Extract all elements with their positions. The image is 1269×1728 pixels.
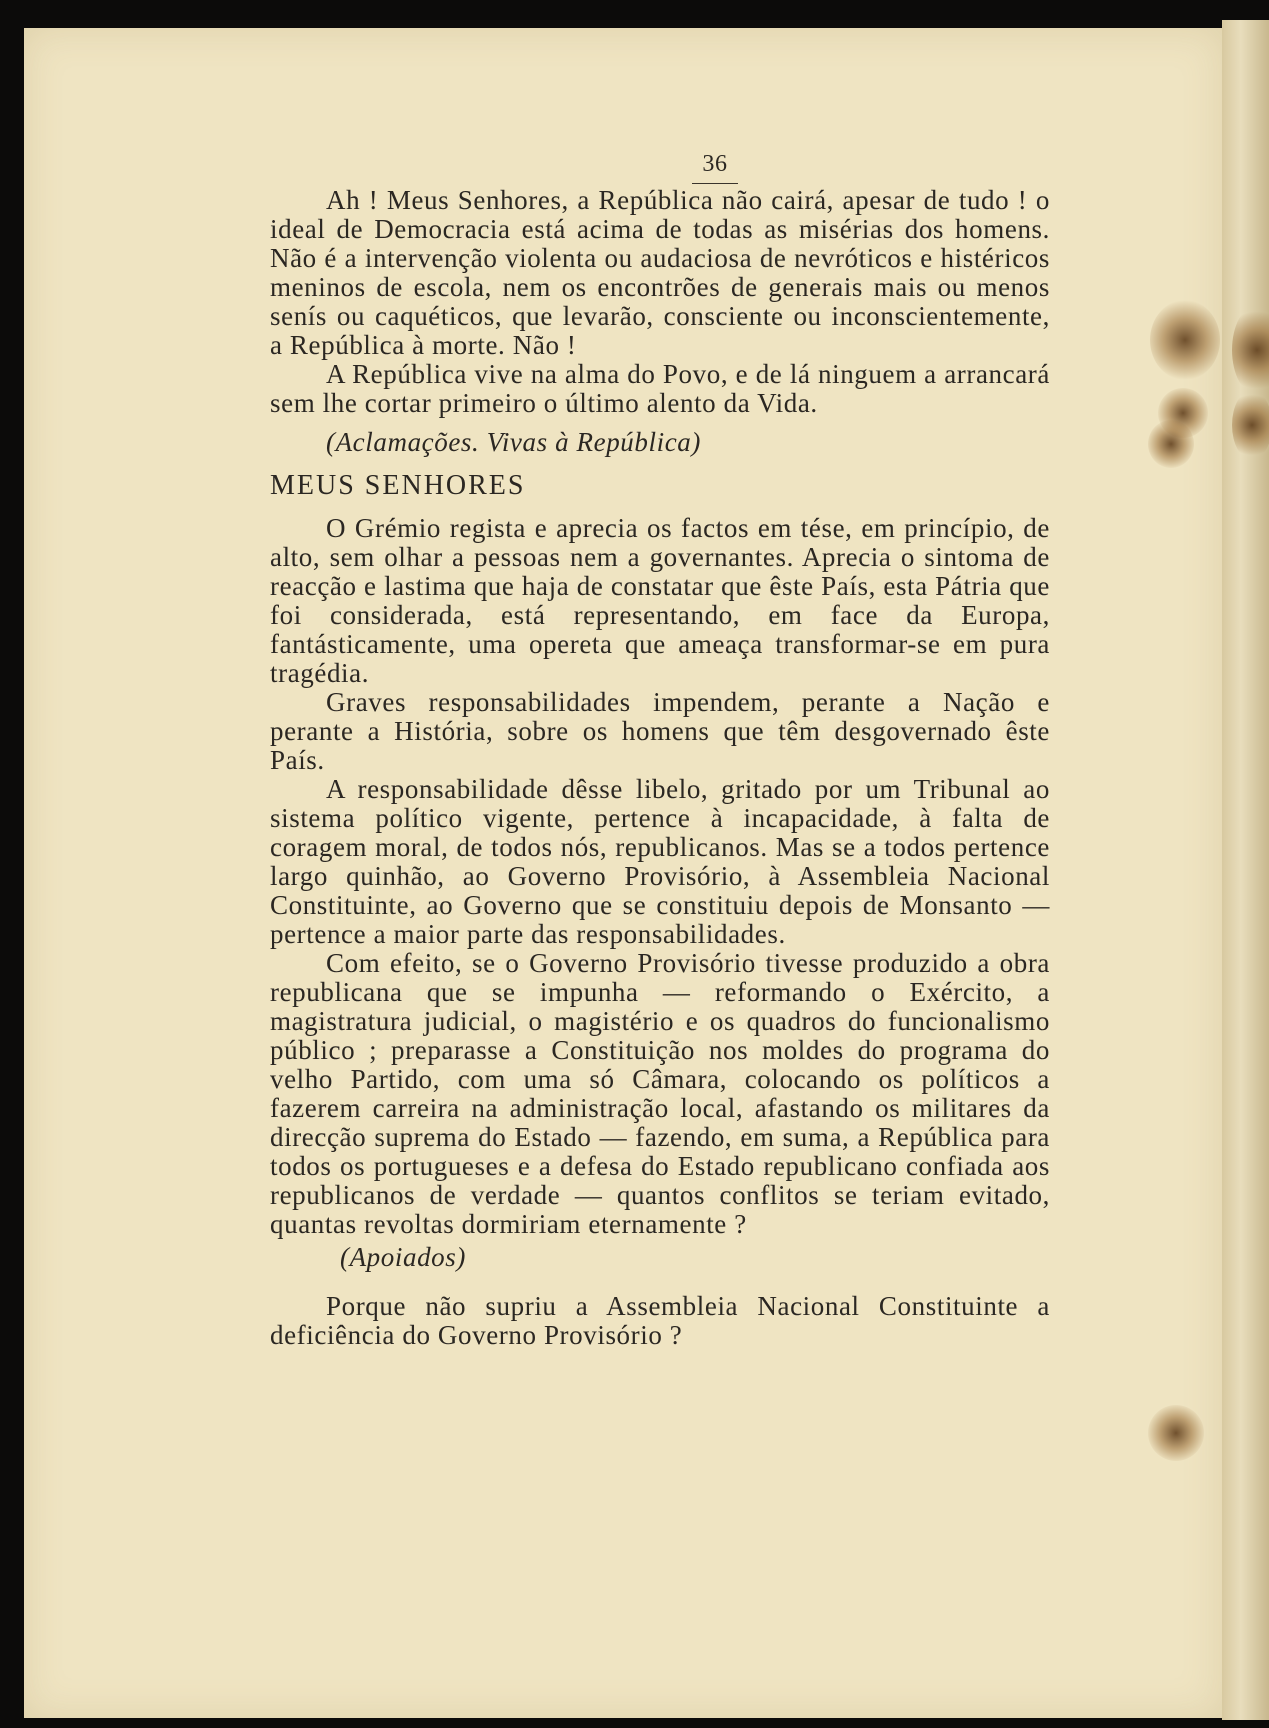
page-number: 36 (270, 150, 1050, 184)
foxing-stain (1148, 1405, 1204, 1461)
next-page-edge (1222, 20, 1269, 1720)
paragraph-responsabilidade: A responsabilidade dêsse libelo, gritado por um Tribunal ao sistema político vigente, pertence à incapacidade, à falta de coragem moral, de todos nós, republicanos. Mas se a todos pertence largo quinhão, ao Governo Provisório, à Assembleia Nacional Constituinte, ao Governo que se constituiu depois de Monsanto — pertence a maior parte das responsabilidades. (270, 774, 1050, 949)
acclamations-note: (Aclamações. Vivas à República) (326, 427, 701, 457)
section-heading: MEUS SENHORES (270, 470, 526, 501)
paragraph-ah-meus-senhores: Ah ! Meus Senhores, a República não cairá, apesar de tudo ! o ideal de Democracia está acima de todas as misérias dos homens. Não é a intervenção violenta ou audaciosa de nevróticos e histéricos meninos de escola, nem os encontrões de generais mais ou menos senís ou caquéticos, que levarão, consciente ou inconscientemente, a República à morte. Não ! (270, 185, 1050, 360)
page-text (270, 150, 1050, 1350)
paragraph-com-efeito: Com efeito, se o Governo Provisório tivesse produzido a obra republicana que se impunha — reformando o Exército, a magistratura judicial, o magistério e os quadros do funcionalismo público ; preparasse a Constituição nos moldes do programa do velho Partido, com uma só Câmara, colocando os políticos a fazerem carreira na administração local, afastando os militares da direcção suprema do Estado — fazendo, em suma, a República para todos os portugueses e a defesa do Estado republicano confiada aos republicanos de verdade — quantos conflitos se teriam evitado, quantas revoltas dormiriam eternamente ? (270, 948, 1050, 1239)
paragraph-republica-vive: A República vive na alma do Povo, e de lá ninguem a arrancará sem lhe cortar primeiro o último alento da Vida. (270, 359, 1050, 418)
foxing-stain (1150, 300, 1220, 380)
apoiados-note: (Apoiados) (340, 1242, 466, 1272)
paragraph-gremio: O Grémio regista e aprecia os factos em tése, em princípio, de alto, sem olhar a pessoas nem a governantes. Aprecia o sintoma de reacção e lastima que haja de constatar que êste País, esta Pátria que foi considerada, está representando, em face da Europa, fantásticamente, uma opereta que ameaça transformar-se em pura tragédia. (270, 513, 1050, 688)
foxing-stain (1232, 390, 1269, 460)
paragraph-graves: Graves responsabilidades impendem, perante a Nação e perante a História, sobre os homens que têm desgovernado êste País. (270, 687, 1050, 775)
paragraph-closing: Porque não supriu a Assembleia Nacional Constituinte a deficiência do Governo Provisório ? (270, 1291, 1050, 1350)
foxing-stain (1148, 420, 1194, 468)
